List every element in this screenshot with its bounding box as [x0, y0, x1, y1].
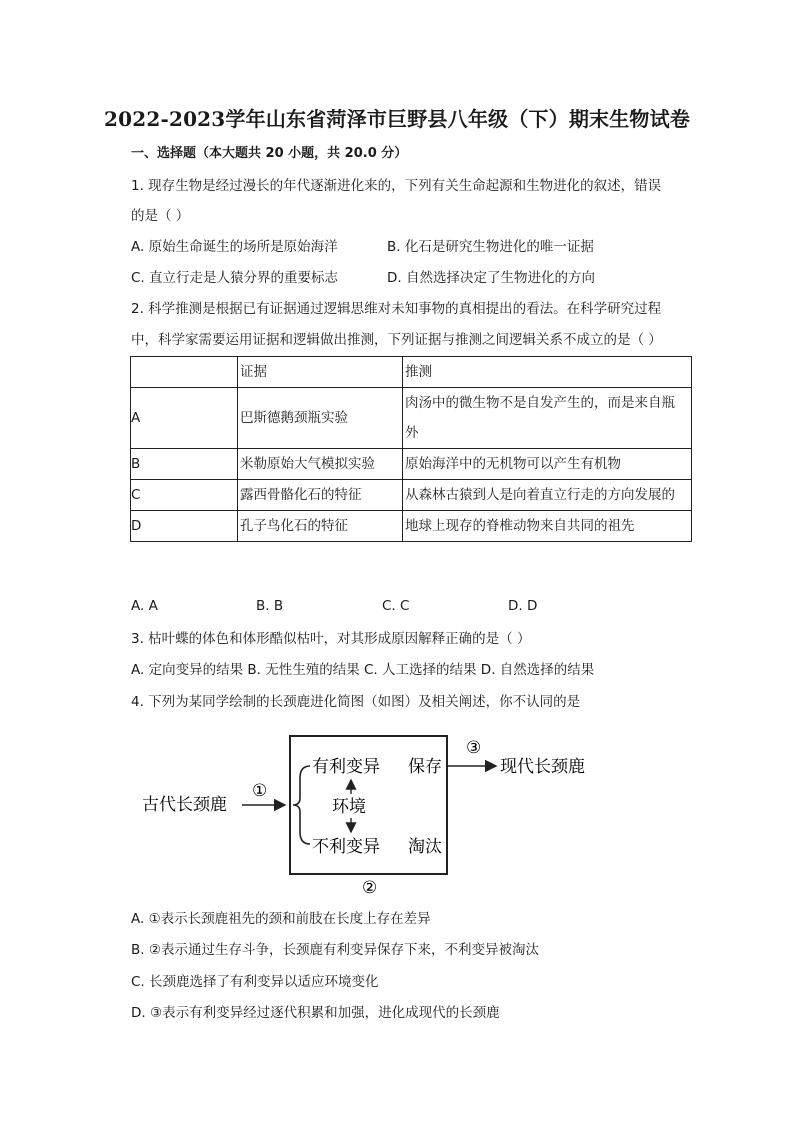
table-row — [131, 388, 692, 449]
section-heading: 一、选择题（本大题共 20 小题，共 20.0 分） — [131, 146, 408, 161]
q3-options: A. 定向变异的结果 B. 无性生殖的结果 C. 人工选择的结果 D. 自然选择的结果 — [131, 662, 595, 678]
table-header-cell: 推测 — [403, 357, 692, 388]
q2-option-a: A. A — [131, 598, 158, 614]
q1-stem-line1: 1. 现存生物是经过漫长的年代逐渐进化来的，下列有关生命起源和生物进化的叙述，错误 — [131, 178, 662, 194]
table-header-cell: 证据 — [238, 357, 403, 388]
eliminate-label: 淘汰 — [408, 837, 442, 857]
favorable-variation-label: 有利变异 — [312, 757, 380, 777]
q4-option-b: B. ②表示通过生存斗争，长颈鹿有利变异保存下来，不利变异被淘汰 — [131, 942, 539, 958]
unfavorable-variation-label: 不利变异 — [312, 837, 380, 857]
q2-table — [130, 356, 692, 542]
ancient-giraffe-label: 古代长颈鹿 — [142, 795, 227, 815]
table-cell: 原始海洋中的无机物可以产生有机物 — [403, 449, 692, 480]
table-cell: 地球上现存的脊椎动物来自共同的祖先 — [403, 511, 692, 542]
q2-stem-line1: 2. 科学推测是根据已有证据通过逻辑思维对未知事物的真相提出的看法。在科学研究过程 — [131, 301, 662, 317]
brace — [293, 766, 310, 844]
q1-option-b: B. 化石是研究生物进化的唯一证据 — [387, 239, 594, 255]
q1-option-d: D. 自然选择决定了生物进化的方向 — [387, 270, 595, 286]
q2-option-c: C. C — [382, 598, 410, 614]
table-cell: 露西骨骼化石的特征 — [238, 480, 403, 511]
q1-option-c: C. 直立行走是人猿分界的重要标志 — [131, 270, 339, 286]
table-cell — [403, 388, 692, 449]
marker-2: ② — [362, 878, 378, 898]
marker-1: ① — [252, 781, 268, 801]
q1-stem-line2: 的是（ ） — [131, 208, 190, 224]
table-cell: A — [131, 388, 238, 449]
q2-option-d: D. D — [508, 598, 538, 614]
table-cell: 从森林古猿到人是向着直立行走的方向发展的 — [403, 480, 692, 511]
q4-option-d: D. ③表示有利变异经过逐代积累和加强，进化成现代的长颈鹿 — [131, 1005, 500, 1021]
table-header-row — [131, 357, 692, 388]
q4-option-c: C. 长颈鹿选择了有利变异以适应环境变化 — [131, 974, 379, 990]
preserve-label: 保存 — [408, 757, 442, 777]
table-row — [131, 480, 692, 511]
modern-giraffe-label: 现代长颈鹿 — [500, 757, 585, 777]
q2-option-b: B. B — [256, 598, 284, 614]
table-cell: D — [131, 511, 238, 542]
environment-label: 环境 — [332, 797, 366, 817]
table-cell: 孔子鸟化石的特征 — [238, 511, 403, 542]
q1-option-a: A. 原始生命诞生的场所是原始海洋 — [131, 239, 338, 255]
q4-option-a: A. ①表示长颈鹿祖先的颈和前肢在长度上存在差异 — [131, 911, 431, 927]
cell-text-line: 肉汤中的微生物不是自发产生的，而是来自瓶 — [405, 395, 675, 411]
table-row — [131, 449, 692, 480]
marker-3: ③ — [466, 738, 482, 758]
q2-stem-line2: 中，科学家需要运用证据和逻辑做出推测，下列证据与推测之间逻辑关系不成立的是（ ） — [131, 332, 662, 348]
table-header-cell — [131, 357, 238, 388]
giraffe-evolution-diagram — [130, 728, 610, 898]
table-cell: B — [131, 449, 238, 480]
q3-stem: 3. 枯叶蝶的体色和体形酷似枯叶，对其形成原因解释正确的是（ ） — [131, 631, 531, 647]
q4-stem: 4. 下列为某同学绘制的长颈鹿进化简图（如图）及相关阐述，你不认同的是 — [131, 694, 581, 710]
table-cell: 巴斯德鹅颈瓶实验 — [238, 388, 403, 449]
table-cell: 米勒原始大气模拟实验 — [238, 449, 403, 480]
table-row — [131, 511, 692, 542]
exam-title: 2022-2023学年山东省菏泽市巨野县八年级（下）期末生物试卷 — [103, 107, 691, 131]
cell-text-line: 外 — [405, 425, 419, 441]
table-cell: C — [131, 480, 238, 511]
